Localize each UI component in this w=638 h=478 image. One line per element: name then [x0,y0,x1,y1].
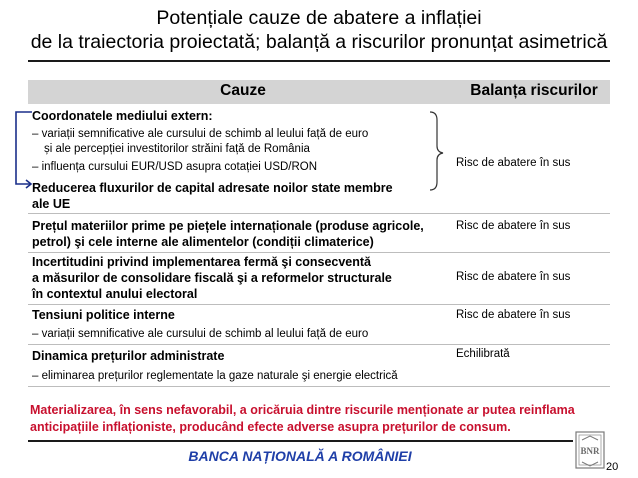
row4-risk: Risc de abatere în sus [456,309,571,321]
row2-line1: Prețul materiilor prime pe piețele internaționale (produse agricole, [32,219,424,233]
group1-item1-line2: și ale percepției investitorilor străini față de România [44,143,310,155]
row-divider [28,252,610,253]
group1-risk: Risc de abatere în sus [456,157,571,169]
conclusion-line2: anticipațiile inflaționiste, producând efecte adverse asupra prețurilor de consum. [30,420,511,434]
row-divider [28,386,610,387]
group1-heading2-line1: Reducerea fluxurilor de capital adresate noilor state membre [32,181,393,195]
row2-risk: Risc de abatere în sus [456,220,571,232]
row3-risk: Risc de abatere în sus [456,271,571,283]
footer-divider [28,440,573,442]
row2-line2: petrol) şi cele interne ale alimentelor (condiții climaterice) [32,235,374,249]
group1-heading2-line2: ale UE [32,197,71,211]
group1-heading: Coordonatele mediului extern: [32,109,213,123]
logo-lettering: BNR [580,446,600,456]
page-number: 20 [606,461,619,473]
bnr-logo-icon [574,430,606,470]
bank-name: BANCA NAȚIONALĂ A ROMÂNIEI [188,448,412,464]
conclusion-line1: Materializarea, în sens nefavorabil, a oricăruia dintre riscurile menționate ar putea reinflama [30,403,575,417]
row3-line3: în contextul anului electoral [32,287,198,301]
slide-title-line2: de la traiectoria proiectată; balanță a riscurilor pronunțat asimetrică [30,31,608,53]
row-divider [28,344,610,345]
row3-line1: Incertitudini privind implementarea fermă şi consecventă [32,255,371,269]
group1-item2: – influența cursului EUR/USD asupra cotației USD/RON [32,161,318,173]
row4-item: – variații semnificative ale cursului de schimb al leului față de euro [32,328,369,340]
row-divider [28,213,610,214]
header-balance: Balanța riscurilor [470,82,598,99]
row5-item: – eliminarea prețurilor reglementate la gaze naturale şi energie electrică [32,370,398,382]
row-divider [28,304,610,305]
row5-heading: Dinamica prețurilor administrate [32,349,225,363]
row3-line2: a măsurilor de consolidare fiscală şi a reformelor structurale [32,271,392,285]
row5-risk: Echilibrată [456,348,510,360]
slide-title-line1: Potențiale cauze de abatere a inflației [156,7,482,29]
group1-item1-line1: – variații semnificative ale cursului de schimb al leului față de euro [32,128,369,140]
row4-heading: Tensiuni politice interne [32,308,175,322]
header-cause: Cauze [220,82,266,99]
